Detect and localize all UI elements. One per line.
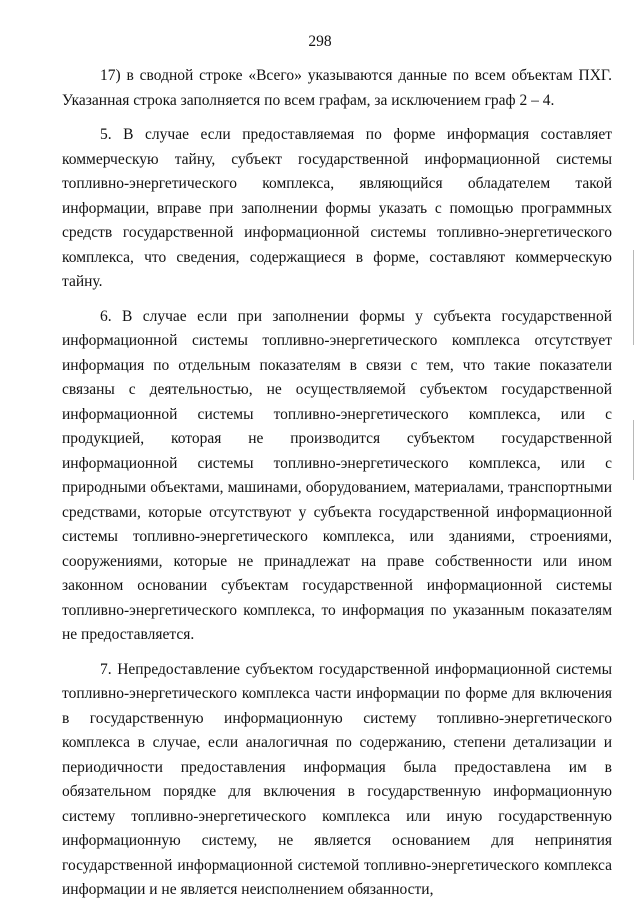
paragraph-6: 6. В случае если при заполнении формы у субъекта государственной информационной системы топливно-энергетического комплекса отсутствует информация по отдельным показателям в связи с тем, что такие показатели связаны с деятельностью, не осуществляемой субъектом государственной информационной системы топливно-энергетического комплекса, или с продукцией, которая не производится субъектом государственной информационной системы топливно-энергетического комплекса, или с природными объектами, машинами, оборудованием, материалами, транспортными средствами, которые отсутствуют у субъекта государственной информационной системы топливно-энергетического комплекса, или зданиями, строениями, сооружениями, которые не принадлежат на праве собственности или ином законном основании субъектам государственной информационной системы топливно-энергетического комплекса, то информация по указанным показателям не предоставляется. [62,307,612,643]
scan-edge-mark [633,420,634,480]
scan-edge-mark [633,250,634,345]
paragraph-7: 7. Непредоставление субъектом государственной информационной системы топливно-энергетического комплекса части информации по форме для включения в государственную информационную систему топливно-энергетического комплекса в случае, если аналогичная по содержанию, степени детализации и периодичности предоставления информация была предоставлена им в обязательном порядке для включения в государственную информационную систему топливно-энергетического комплекса или иную государственную информационную систему, не является основанием для непринятия государственной информационной системой топливно-энергетического комплекса информации и не является неисполнением обязанности, [62,660,612,898]
page-number: 298 [308,33,332,50]
paragraph-5: 5. В случае если предоставляемая по форме информация составляет коммерческую тайну, субъект государственной информационной системы топливно-энергетического комплекса, являющийся обладателем такой информации, вправе при заполнении формы указать с помощью программных средств государственной информационной системы топливно-энергетического комплекса, что сведения, содержащиеся в форме, составляют коммерческую тайну. [62,126,612,290]
document-body [62,64,612,913]
paragraph-item-17: 17) в сводной строке «Всего» указываются данные по всем объектам ПХГ. Указанная строка заполняется по всем графам, за исключением граф 2 – 4. [62,67,612,109]
